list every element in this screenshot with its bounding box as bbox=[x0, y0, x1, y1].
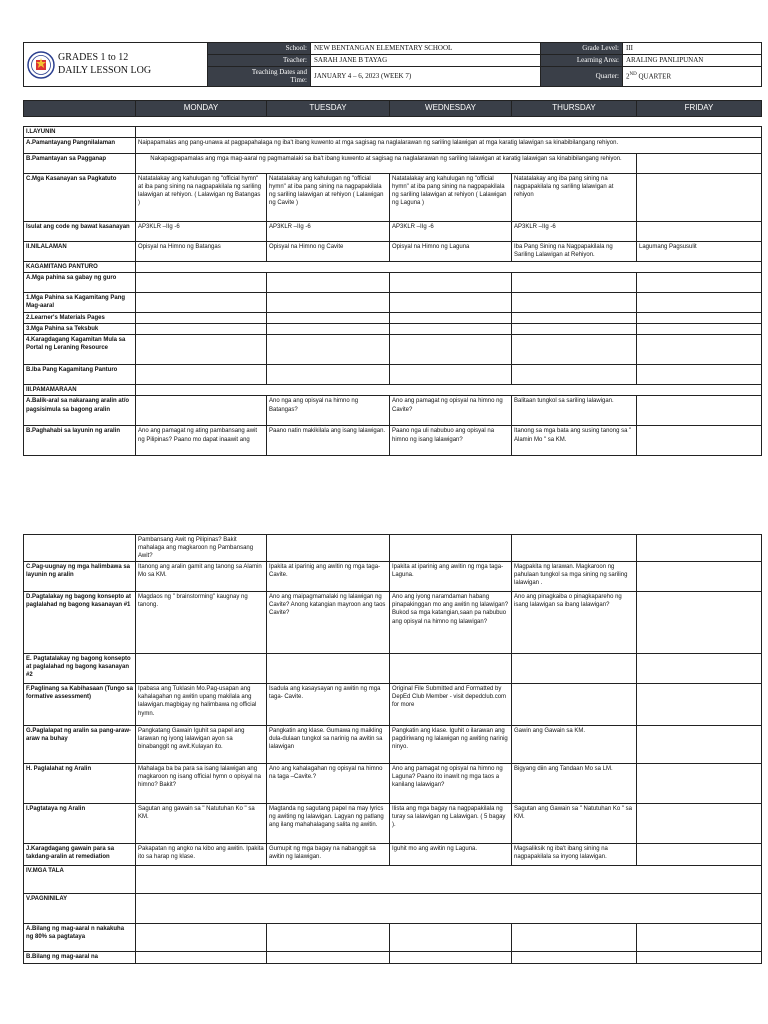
cell bbox=[512, 324, 637, 335]
cell bbox=[136, 952, 267, 964]
cell bbox=[136, 313, 267, 324]
pagtataya-thursday: Sagutan ang Gawain sa " Natutuhan Ko " sa KM. bbox=[512, 804, 637, 844]
kasanayan-wednesday: Natatalakay ang kahulugan ng "official hymn" at iba pang sining na nagpapakilala ng sariling lalawigan at rehiyon ( Lalawigan ng Laguna ) bbox=[390, 174, 512, 222]
paglalahat-monday: Mahalaga ba ba para sa isang lalawigan ang magkaroon ng isang official hymn o opisyal na himno? Bakit? bbox=[136, 764, 267, 804]
paghahabi-monday: Ano ang pamagat ng ating pambansang awit ng Pilipinas? Paano mo dapat inaawit ang bbox=[136, 426, 267, 456]
row-balik-aral-label: A.Balik-aral sa nakaraang aralin at/o pagsisimula sa bagong aralin bbox=[24, 396, 136, 426]
balik-aral-thursday: Balitaan tungkol sa sariling lalawigan. bbox=[512, 396, 637, 426]
cell bbox=[390, 324, 512, 335]
code-wednesday: AP3KLR –IIg -6 bbox=[390, 222, 512, 242]
paglalapat-monday: Pangkatang Gawain Iguhit sa papel ang larawan ng iyong lalawigan ayon sa binabanggit ng awit.Kulayan ito. bbox=[136, 726, 267, 764]
konsepto-1-monday: Magdaos ng " brainstorming" kaugnay ng tanong. bbox=[136, 592, 267, 654]
pagtataya-friday bbox=[637, 804, 762, 844]
kasanayan-friday bbox=[637, 174, 762, 222]
cell bbox=[512, 654, 637, 684]
cell bbox=[136, 293, 267, 313]
cell bbox=[267, 335, 390, 365]
row-pagninilay-label: V.PAGNINILAY bbox=[24, 894, 136, 924]
row-pamamaraan-cell bbox=[136, 385, 762, 396]
row-paglalahat-label: H. Paglalahat ng Aralin bbox=[24, 764, 136, 804]
takdang-aralin-thursday: Magsaliksik ng iba't ibang sining na nagpapakilala sa inyong lalawigan. bbox=[512, 844, 637, 866]
paghahabi-tuesday: Paano natin makikilala ang isang lalawigan. bbox=[267, 426, 390, 456]
day-wednesday: WEDNESDAY bbox=[390, 101, 512, 117]
row-gabay-guro-label: A.Mga pahina sa gabay ng guro bbox=[24, 273, 136, 293]
row-kagamitang-pang-mag-aaral-label: 1.Mga Pahina sa Kagamitang Pang Mag-aaral bbox=[24, 293, 136, 313]
code-friday bbox=[637, 222, 762, 242]
balik-aral-monday bbox=[136, 396, 267, 426]
area-value: ARALING PANLIPUNAN bbox=[623, 54, 762, 66]
cell bbox=[136, 273, 267, 293]
row-learners-materials-label: 2.Learner's Materials Pages bbox=[24, 313, 136, 324]
day-header bbox=[23, 100, 761, 117]
grade-label: Grade Level: bbox=[541, 43, 623, 55]
nilalaman-tuesday: Opisyal na Himno ng Cavite bbox=[267, 242, 390, 262]
continued-tuesday bbox=[267, 535, 390, 562]
cell bbox=[267, 313, 390, 324]
cell bbox=[136, 335, 267, 365]
row-bilang-label: B.Bilang ng mag-aaral na bbox=[24, 952, 136, 964]
teacher-value: SARAH JANE B TAYAG bbox=[311, 54, 541, 66]
cell bbox=[512, 924, 637, 952]
row-pagganap-label: B.Pamantayan sa Pagganap bbox=[24, 154, 136, 174]
cell bbox=[390, 313, 512, 324]
paglalahat-wednesday: Ano ang pamagat ng opisyal na himno ng Laguna? Paano ito inawit ng mga taos a kanilang lalawigan? bbox=[390, 764, 512, 804]
day-tuesday: TUESDAY bbox=[267, 101, 390, 117]
paghahabi-thursday: Itanong sa mga bata ang susing tanong sa " Alamin Mo " sa KM. bbox=[512, 426, 637, 456]
quarter-value bbox=[623, 66, 762, 87]
row-konsepto-1-label: D.Pagtalakay ng bagong konsepto at paglalahad ng bagong kasanayan #1 bbox=[24, 592, 136, 654]
cell bbox=[390, 293, 512, 313]
paglalapat-thursday: Gawin ang Gawain sa KM. bbox=[512, 726, 637, 764]
cell bbox=[390, 273, 512, 293]
continued-thursday bbox=[512, 535, 637, 562]
pagtataya-tuesday: Magtanda ng sagutang papel na may lyrics ng awiting ng lalawigan. Lagyan ng patlang ang ilang mahahalagang salita ng awitin. bbox=[267, 804, 390, 844]
cell bbox=[512, 952, 637, 964]
row-paghahabi-label: B.Paghahabi sa layunin ng aralin bbox=[24, 426, 136, 456]
quarter-number: 2 bbox=[626, 72, 630, 81]
paglalapat-wednesday: Pangkatin ang klase. Iguhit o ilarawan ang pagdiriwang ng lalawigan ng awiting narinig ninyo. bbox=[390, 726, 512, 764]
cell bbox=[267, 924, 390, 952]
pagtataya-monday: Sagutan ang gawain sa " Natutuhan Ko " sa KM. bbox=[136, 804, 267, 844]
pag-uugnay-tuesday: Ipakita at iparinig ang awitin ng mga taga- Cavite. bbox=[267, 562, 390, 592]
form-title bbox=[58, 52, 151, 77]
balik-aral-friday bbox=[637, 396, 762, 426]
nilalaman-wednesday: Opisyal na Himno ng Laguna bbox=[390, 242, 512, 262]
continued-wednesday bbox=[390, 535, 512, 562]
nilalaman-thursday: Iba Pang Sining na Nagpapakilala ng Sariling Lalawigan at Rehiyon. bbox=[512, 242, 637, 262]
cell bbox=[637, 324, 762, 335]
kasanayan-monday: Natatalakay ang kahulugan ng "official hymn" at iba pang sining na nagpapakilala ng sariling lalawigan at rehiyon. ( Lalawigan ng Batangas ) bbox=[136, 174, 267, 222]
teacher-label: Teacher: bbox=[208, 54, 311, 66]
konsepto-1-wednesday: Ano ang iyong naramdaman habang pinapakinggan mo ang awitin ng lalawigan? Bukod sa mga katangian,saan pa nabubuo ang opisyal na himno ng lalawigan? bbox=[390, 592, 512, 654]
row-kagamitan-cell bbox=[136, 262, 762, 273]
lesson-table-part-1 bbox=[23, 126, 761, 456]
cell bbox=[390, 952, 512, 964]
cell bbox=[267, 324, 390, 335]
row-pagtataya-label: I.Pagtataya ng Aralin bbox=[24, 804, 136, 844]
code-monday: AP3KLR –IIg -6 bbox=[136, 222, 267, 242]
dates-label-line-1: Teaching Dates and bbox=[251, 67, 307, 76]
paglalahat-tuesday: Ano ang kahalagahan ng opisyal na himno na taga –Cavite.? bbox=[267, 764, 390, 804]
balik-aral-tuesday: Ano nga ang opisyal na himno ng Batangas? bbox=[267, 396, 390, 426]
cell bbox=[512, 293, 637, 313]
nilalaman-friday: Lagumang Pagsusulit bbox=[637, 242, 762, 262]
row-paglalapat-label: G.Paglalapat ng aralin sa pang-araw-araw na buhay bbox=[24, 726, 136, 764]
row-teksbuk-label: 3.Mga Pahina sa Teksbuk bbox=[24, 324, 136, 335]
takdang-aralin-wednesday: Iguhit mo ang awitin ng Laguna. bbox=[390, 844, 512, 866]
row-pamantayang-text: Naipapamalas ang pang-unawa at pagpapahalaga ng iba't ibang kuwento at mga sagisag na naglalarawan ng sariling lalawigan at mga karatig lalawigan sa kinabibilangang rehiyon. bbox=[136, 138, 762, 154]
cell bbox=[637, 654, 762, 684]
lesson-table-part-2 bbox=[23, 534, 761, 964]
cell bbox=[136, 365, 267, 385]
cell bbox=[512, 365, 637, 385]
dates-value: JANUARY 4 – 6, 2023 (WEEK 7) bbox=[311, 66, 541, 87]
row-layunin-cell bbox=[136, 127, 762, 138]
cell bbox=[267, 273, 390, 293]
row-kagamitan-label: KAGAMITANG PANTURO bbox=[24, 262, 136, 273]
continued-monday: Pambansang Awit ng Pilipinas? Bakit mahalaga ang magkaroon ng Pambansang Awit? bbox=[136, 535, 267, 562]
cell bbox=[136, 654, 267, 684]
row-bilang-80-label: A.Bilang ng mag-aaral n nakakuha ng 80% sa pagtataya bbox=[24, 924, 136, 952]
day-friday: FRIDAY bbox=[637, 101, 762, 117]
paglalapat-friday bbox=[637, 726, 762, 764]
cell bbox=[136, 924, 267, 952]
cell bbox=[637, 365, 762, 385]
konsepto-1-thursday: Ano ang pinagkaiba o pinagkapareho ng isang lalawigan sa ibang lalawigan? bbox=[512, 592, 637, 654]
paghahabi-wednesday: Paano nga uli nabubuo ang opisyal na himno ng isang lalawigan? bbox=[390, 426, 512, 456]
cell bbox=[637, 273, 762, 293]
cell bbox=[390, 924, 512, 952]
paglalapat-tuesday: Pangkatin ang klase. Gumawa ng maikling dula-dulaan tungkol sa narinig na awitin sa lalawigan bbox=[267, 726, 390, 764]
kabihasaan-thursday bbox=[512, 684, 637, 726]
kabihasaan-wednesday: Original File Submitted and Formatted by DepEd Club Member - visit depedclub.com for more bbox=[390, 684, 512, 726]
cell bbox=[136, 324, 267, 335]
kasanayan-tuesday: Natatalakay ang kahulugan ng "official hymn" at iba pang sining na nagpapakilala ng sariling lalawigan at rehiyon ( Lalawigan ng Cavite ) bbox=[267, 174, 390, 222]
school-label: School: bbox=[208, 43, 311, 55]
paghahabi-friday bbox=[637, 426, 762, 456]
balik-aral-wednesday: Ano ang pamagat ng opisyal na himno ng Cavite? bbox=[390, 396, 512, 426]
cell bbox=[512, 313, 637, 324]
pag-uugnay-monday: Itanong ang aralin gamit ang tanong sa Alamin Mo sa KM. bbox=[136, 562, 267, 592]
area-label: Learning Area: bbox=[541, 54, 623, 66]
quarter-label: Quarter: bbox=[541, 66, 623, 87]
row-pagganap-text: Nakapagpapamalas ang mga mag-aaral ng pagmamalaki sa iba't ibang kuwento at sagisag na naglalarawan ng sariling lalawigan at karatig lalawigan sa kinabibilangang rehiyon. bbox=[136, 154, 637, 174]
row-takdang-aralin-label: J.Karagdagang gawain para sa takdang-aralin at remediation bbox=[24, 844, 136, 866]
cell bbox=[637, 335, 762, 365]
cell bbox=[637, 313, 762, 324]
nilalaman-monday: Opisyal na Himno ng Batangas bbox=[136, 242, 267, 262]
dates-label-line-2: Time: bbox=[290, 76, 307, 85]
row-mga-tala-label: IV.MGA TALA bbox=[24, 866, 136, 894]
row-mga-tala-cell bbox=[136, 866, 762, 894]
pag-uugnay-wednesday: Ipakita at iparinig ang awitin ng mga taga- Laguna. bbox=[390, 562, 512, 592]
grade-value: III bbox=[623, 43, 762, 55]
row-layunin-label: I.LAYUNIN bbox=[24, 127, 136, 138]
day-thursday: THURSDAY bbox=[512, 101, 637, 117]
continued-label bbox=[24, 535, 136, 562]
row-kasanayan-label: C.Mga Kasanayan sa Pagkatuto bbox=[24, 174, 136, 222]
row-nilalaman-label: II.NILALAMAN bbox=[24, 242, 136, 262]
quarter-suffix: ND bbox=[629, 71, 637, 77]
title-line-1: GRADES 1 to 12 bbox=[58, 52, 129, 63]
row-konsepto-2-label: E. Pagtatalakay ng bagong konsepto at paglalahad ng bagong kasanayan #2 bbox=[24, 654, 136, 684]
cell bbox=[637, 952, 762, 964]
kabihasaan-friday bbox=[637, 684, 762, 726]
dates-label bbox=[208, 66, 311, 87]
paglalahat-friday bbox=[637, 764, 762, 804]
header-block bbox=[23, 42, 761, 87]
cell bbox=[267, 365, 390, 385]
pagtataya-wednesday: Ilista ang mga bagay na nagpapakilala ng turay sa lalawigan ng Lalawigan. ( 5 bagay ). bbox=[390, 804, 512, 844]
pag-uugnay-friday bbox=[637, 562, 762, 592]
konsepto-1-tuesday: Ano ang maipagmamalaki ng lalawigan ng Cavite? Anong katangian mayroon ang taos Cavite? bbox=[267, 592, 390, 654]
paglalahat-thursday: Bigyang diin ang Tandaan Mo sa LM. bbox=[512, 764, 637, 804]
row-pamamaraan-label: III.PAMAMARAAN bbox=[24, 385, 136, 396]
kabihasaan-tuesday: Isadula ang kasaysayan ng awitin ng mga taga- Cavite. bbox=[267, 684, 390, 726]
konsepto-1-friday bbox=[637, 592, 762, 654]
row-pag-uugnay-label: C.Pag-uugnay ng mga halimbawa sa layunin ng aralin bbox=[24, 562, 136, 592]
logo-title-cell bbox=[24, 43, 208, 87]
code-tuesday: AP3KLR –IIg -6 bbox=[267, 222, 390, 242]
takdang-aralin-friday bbox=[637, 844, 762, 866]
row-pagganap-friday bbox=[637, 154, 762, 174]
takdang-aralin-monday: Pakapatan ng angko na kibo ang awitin. Ipakita ito sa harap ng klase. bbox=[136, 844, 267, 866]
quarter-word: QUARTER bbox=[638, 72, 672, 81]
kasanayan-thursday: Natatalakay ang iba pang sining na nagpapakilala ng sariling lalawigan at rehiyon bbox=[512, 174, 637, 222]
code-thursday: AP3KLR –IIg -6 bbox=[512, 222, 637, 242]
day-blank-header bbox=[24, 101, 136, 117]
continued-friday bbox=[637, 535, 762, 562]
kabihasaan-monday: Ipabasa ang Tuklasin Mo.Pag-usapan ang kahalagahan ng awitin upang makilala ang lalawigan.magbigay ng halimbawa ng official hymn. bbox=[136, 684, 267, 726]
takdang-aralin-tuesday: Gumupit ng mga bagay na nabanggit sa awitin ng lalawigan. bbox=[267, 844, 390, 866]
row-kabihasaan-label: F.Paglinang sa Kabihasaan (Tungo sa formative assessment) bbox=[24, 684, 136, 726]
row-iba-pang-kagamitan-label: B.Iba Pang Kagamitang Panturo bbox=[24, 365, 136, 385]
cell bbox=[267, 654, 390, 684]
row-portal-label: 4.Karagdagang Kagamitan Mula sa Portal ng Leraning Resource bbox=[24, 335, 136, 365]
pag-uugnay-thursday: Magpakita ng larawan. Magkaroon ng pahulaan tungkol sa mga sining ng sariling lalawigan . bbox=[512, 562, 637, 592]
cell bbox=[267, 952, 390, 964]
deped-seal-icon bbox=[27, 51, 55, 79]
title-line-2: DAILY LESSON LOG bbox=[58, 64, 152, 76]
row-pamantayang-label: A.Pamantayang Pangnilalaman bbox=[24, 138, 136, 154]
cell bbox=[512, 335, 637, 365]
cell bbox=[390, 654, 512, 684]
cell bbox=[637, 293, 762, 313]
row-code-label: Isulat ang code ng bawat kasanayan bbox=[24, 222, 136, 242]
cell bbox=[637, 924, 762, 952]
cell bbox=[390, 365, 512, 385]
day-monday: MONDAY bbox=[136, 101, 267, 117]
row-pagninilay-cell bbox=[136, 894, 762, 924]
cell bbox=[512, 273, 637, 293]
school-value: NEW BENTANGAN ELEMENTARY SCHOOL bbox=[311, 43, 541, 55]
cell bbox=[267, 293, 390, 313]
cell bbox=[390, 335, 512, 365]
